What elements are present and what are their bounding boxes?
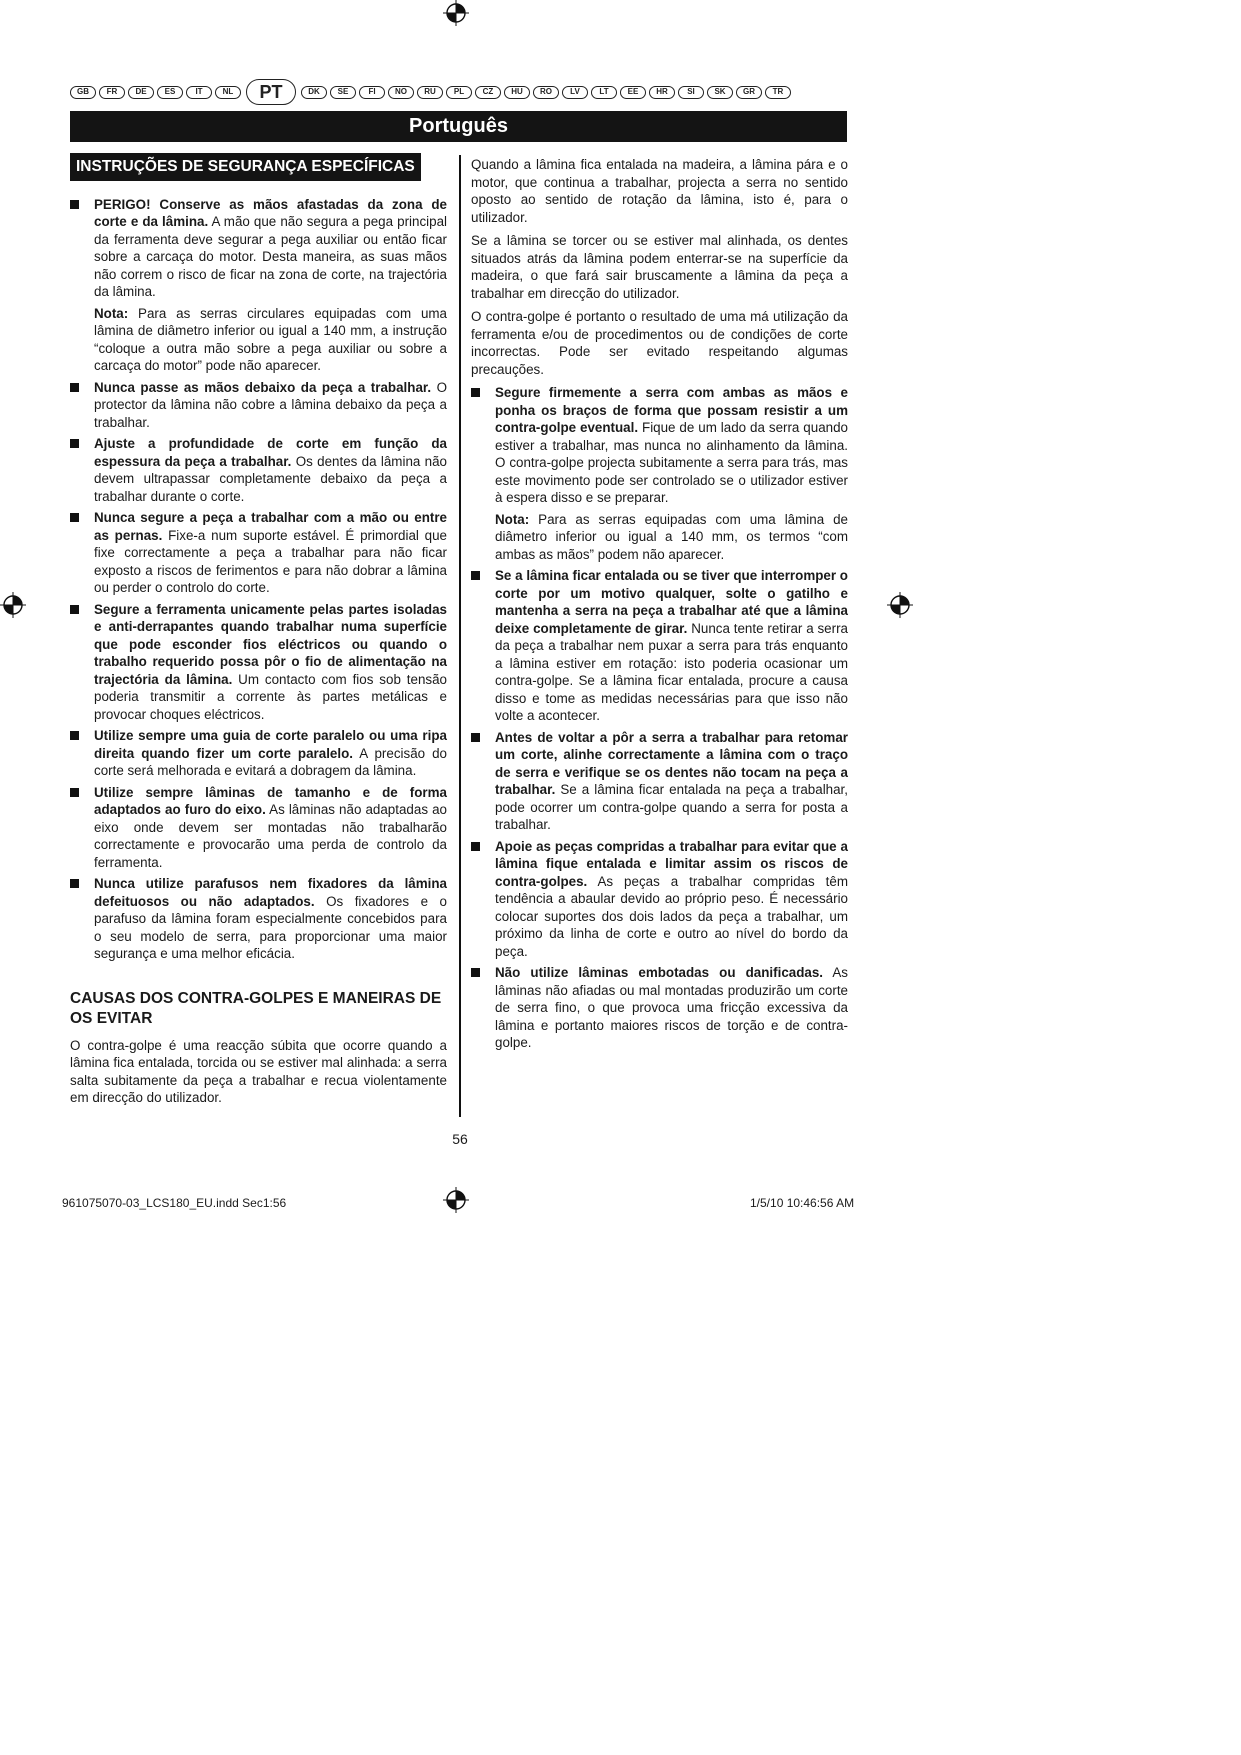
- list-item: [70, 784, 447, 872]
- bullet-square-icon: [70, 605, 79, 614]
- language-pill-ru: RU: [417, 86, 443, 99]
- item-bold-text: Não utilize lâminas embotadas ou danificadas.: [495, 965, 824, 980]
- paragraph: Quando a lâmina fica entalada na madeira, a lâmina pára e o motor, que continua a trabalhar, projecta a serra no sentido oposto ao sentido de rotação da lâmina, isto é, para o utilizador.: [471, 157, 848, 225]
- registration-mark-icon: [0, 592, 26, 618]
- section-heading-kickback: CAUSAS DOS CONTRA-GOLPES E MANEIRAS DE OS EVITAR: [70, 989, 442, 1027]
- footer-file-info: 961075070-03_LCS180_EU.indd Sec1:56: [62, 1196, 287, 1210]
- bullet-square-icon: [471, 571, 480, 580]
- item-bold-text: Antes de voltar a pôr a serra a trabalhar para retomar um corte, alinhe correctamente a lâmina com o traço de serra e verifique se os dentes não tocam na peça a trabalhar.: [495, 729, 848, 797]
- bullet-square-icon: [471, 733, 480, 742]
- right-column: [471, 156, 848, 1056]
- registration-mark-icon: [443, 1187, 469, 1213]
- note-label: Nota:: [94, 305, 129, 321]
- list-item: [471, 729, 848, 834]
- note-text: Para as serras circulares equipadas com uma lâmina de diâmetro inferior ou igual a 140 mm, a instrução “coloque a outra mão sobre a pega auxiliar ou sobre a carcaça do motor” pode não aparecer.: [94, 305, 447, 373]
- footer-timestamp: 1/5/10 10:46:56 AM: [750, 1196, 855, 1210]
- language-pill-sk: SK: [707, 86, 733, 99]
- language-pill-gr: GR: [736, 86, 762, 99]
- item-bold-text: Segure a ferramenta unicamente pelas partes isoladas e anti-derrapantes quando trabalhar numa superfície que pode esconder fios eléctricos ou quando o trabalho requerido possa pôr o fio de alimentação na trajectória da lâmina.: [94, 601, 447, 687]
- list-item: [70, 196, 447, 375]
- item-bold-text: Nunca passe as mãos debaixo da peça a trabalhar.: [94, 379, 432, 395]
- item-bold-text: Segure firmemente a serra com ambas as mãos e ponha os braços de forma que possam resistir a um contra-golpe eventual.: [495, 385, 848, 435]
- bullet-square-icon: [70, 788, 79, 797]
- bullet-square-icon: [70, 200, 79, 209]
- item-text: O protector da lâmina não cobre a lâmina debaixo da peça a trabalhar.: [94, 379, 447, 430]
- list-item: [70, 379, 447, 432]
- item-bold-text: Se a lâmina ficar entalada ou se tiver que interromper o corte por um motivo qualquer, solte o gatilho e mantenha a serra na peça a trabalhar até que a lâmina deixe completamente de girar.: [495, 568, 848, 636]
- language-pill-lv: LV: [562, 86, 588, 99]
- bullet-square-icon: [471, 842, 480, 851]
- list-item: [70, 601, 447, 724]
- page-number: 56: [452, 1131, 468, 1147]
- bullet-square-icon: [70, 513, 79, 522]
- item-text: As lâminas não adaptadas ao eixo onde devem ser montadas não trabalharão correctamente e provocarão uma perda de controlo da ferramenta.: [94, 802, 447, 870]
- left-column: [70, 153, 447, 1113]
- list-item: [471, 838, 848, 961]
- list-item: [471, 384, 848, 563]
- language-pill-si: SI: [678, 86, 704, 99]
- paragraph: Se a lâmina se torcer ou se estiver mal alinhada, os dentes situados atrás da lâmina podem enterrar-se na superfície da madeira, o que fará sair bruscamente a lâmina da peça a trabalhar em direcção do utilizador.: [471, 233, 848, 301]
- language-pill-es: ES: [157, 86, 183, 99]
- item-bold-text: Apoie as peças compridas a trabalhar para evitar que a lâmina fique entalada e limitar assim os riscos de contra-golpes.: [495, 838, 848, 889]
- language-pill-tr: TR: [765, 86, 791, 99]
- language-pill-ro: RO: [533, 86, 559, 99]
- item-bold-text: Nunca segure a peça a trabalhar com a mão ou entre as pernas.: [94, 510, 447, 543]
- item-text: A precisão do corte será melhorada e evitará a dobragem da lâmina.: [94, 745, 447, 778]
- item-text: As peças a trabalhar compridas têm tendência a abaular devido ao próprio peso. É necessário colocar suportes dos dois lados da peça a trabalhar, um próximo da linha de corte e outro ao nível do bordo da peça.: [495, 873, 848, 959]
- item-text: Fique de um lado da serra quando estiver a trabalhar, mas nunca no alinhamento da lâmina. O contra-golpe projecta subitamente a serra para trás, mas este movimento pode ser controlado se o utilizador estiver à espera disso e se preparar.: [495, 420, 848, 505]
- bullet-square-icon: [471, 968, 480, 977]
- language-pill-se: SE: [330, 86, 356, 99]
- safety-instructions-list: [70, 196, 447, 963]
- list-item: [471, 567, 848, 725]
- registration-mark-icon: [443, 0, 469, 26]
- item-text: Os dentes da lâmina não devem ultrapassar completamente debaixo da peça a trabalhar durante o corte.: [94, 453, 447, 504]
- language-pill-nl: NL: [215, 86, 241, 99]
- item-text: Os fixadores e o parafuso da lâmina foram especialmente concebidos para o seu modelo de serra, para proporcionar uma maior segurança e uma melhor eficácia.: [94, 893, 447, 961]
- list-item: [70, 435, 447, 505]
- note-text: Para as serras equipadas com uma lâmina de diâmetro inferior ou igual a 140 mm, os termos “com ambas as mãos” podem não aparecer.: [495, 511, 848, 562]
- language-pill-pl: PL: [446, 86, 472, 99]
- bullet-square-icon: [70, 439, 79, 448]
- language-selector-bar: [70, 79, 850, 105]
- bullet-square-icon: [70, 383, 79, 392]
- language-pill-it: IT: [186, 86, 212, 99]
- language-pill-dk: DK: [301, 86, 327, 99]
- item-bold-text: Utilize sempre lâminas de tamanho e de forma adaptados ao furo do eixo.: [94, 784, 447, 817]
- item-text: Fixe-a num suporte estável. É primordial que fixe correctamente a peça a trabalhar para não ficar exposto a riscos de ferimentos e para não dobrar a lâmina ou perder o controlo do corte.: [94, 527, 448, 595]
- item-text: Se a lâmina ficar entalada na peça a trabalhar, pode ocorrer um contra-golpe quando a serra for posta a trabalhar.: [495, 782, 848, 832]
- language-pill-no: NO: [388, 86, 414, 99]
- column-divider: [459, 155, 461, 1117]
- section-title-safety: INSTRUÇÕES DE SEGURANÇA ESPECÍFICAS: [70, 153, 421, 181]
- bullet-square-icon: [70, 731, 79, 740]
- language-pill-fi: FI: [359, 86, 385, 99]
- item-text: As lâminas não afiadas ou mal montadas produzirão um corte de serra fino, o que provoca uma fricção excessiva da lâmina e portanto maiores riscos de torção e de contra-golpe.: [495, 965, 848, 1050]
- language-pill-cz: CZ: [475, 86, 501, 99]
- item-text: Nunca tente retirar a serra da peça a trabalhar nem puxar a serra para trás enquanto a lâmina estiver em rotação: isto poderia ocasionar um contra-golpe. Se a lâmina ficar entalada, procure a causa disso e tome as medidas necessárias para que isso não volte a acontecer.: [495, 620, 848, 723]
- item-text: Um contacto com fios sob tensão poderia transmitir a corrente às partes metálicas e provocar choques eléctricos.: [94, 671, 447, 722]
- page-title: Português: [70, 111, 847, 142]
- language-pill-ee: EE: [620, 86, 646, 99]
- language-pill-hu: HU: [504, 86, 530, 99]
- bullet-square-icon: [471, 388, 480, 397]
- language-pill-pt: PT: [246, 79, 296, 105]
- kickback-instructions-list: [471, 384, 848, 1052]
- language-pill-de: DE: [128, 86, 154, 99]
- item-bold-text: PERIGO! Conserve as mãos afastadas da zona de corte e da lâmina.: [94, 196, 447, 229]
- registration-mark-icon: [887, 592, 913, 618]
- list-item: [70, 509, 447, 597]
- bullet-square-icon: [70, 879, 79, 888]
- list-item: [471, 964, 848, 1052]
- item-bold-text: Ajuste a profundidade de corte em função da espessura da peça a trabalhar.: [94, 436, 447, 469]
- note-label: Nota:: [495, 511, 530, 527]
- language-pill-fr: FR: [99, 86, 125, 99]
- language-pill-hr: HR: [649, 86, 675, 99]
- item-bold-text: Nunca utilize parafusos nem fixadores da lâmina defeituosos ou não adaptados.: [94, 876, 447, 909]
- list-item: [70, 875, 447, 963]
- paragraph: O contra-golpe é portanto o resultado de uma má utilização da ferramenta e/ou de procedimentos ou de condições de corte incorrectas. Pode ser evitado respeitando algumas precauções.: [471, 309, 848, 377]
- list-item: [70, 727, 447, 780]
- kickback-intro-paragraph: O contra-golpe é uma reacção súbita que ocorre quando a lâmina fica entalada, torcida ou se estiver mal alinhada: a serra salta subitamente da peça a trabalhar e recua violentamente em direcção do utilizador.: [70, 1037, 447, 1105]
- item-bold-text: Utilize sempre uma guia de corte paralelo ou uma ripa direita quando fizer um corte paralelo.: [94, 728, 447, 761]
- language-pill-gb: GB: [70, 86, 96, 99]
- language-pill-lt: LT: [591, 86, 617, 99]
- item-text: A mão que não segura a pega principal da ferramenta deve segurar a pega auxiliar ou então ficar sobre a carcaça do motor. Desta maneira, as suas mãos não correm o risco de ficar na zona de corte, na trajectória da lâmina.: [94, 214, 448, 299]
